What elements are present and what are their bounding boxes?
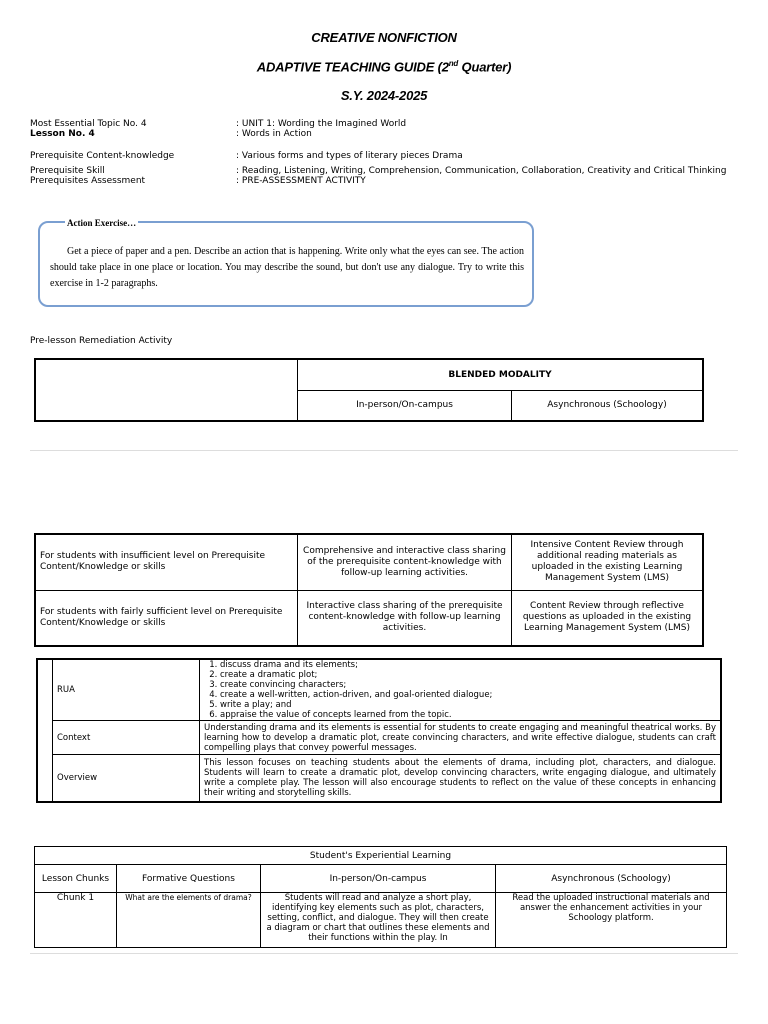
level-label: For students with fairly sufficient level on Prerequisite Content/Knowledge or skills <box>35 590 298 646</box>
table-row <box>37 721 721 755</box>
modality-empty-cell <box>35 359 298 421</box>
level-label: For students with insufficient level on Prerequisite Content/Knowledge or skills <box>35 534 298 590</box>
inperson-cell: Students will read and analyze a short play, identifying key elements such as plot, characters, setting, conflict, and dialogue. They will then create a diagram or chart that outlines these elements and their functions within the play. In <box>261 893 496 948</box>
list-item: 4. create a well-written, action-driven, and goal-oriented dialogue; <box>220 690 716 700</box>
document-title: CREATIVE NONFICTION <box>311 30 457 45</box>
level-inperson: Interactive class sharing of the prerequisite content-knowledge with follow-up learning activities. <box>298 590 512 646</box>
table-row <box>35 590 703 646</box>
rua-list <box>204 660 716 720</box>
meta-value-skill: : Reading, Listening, Writing, Comprehension, Communication, Collaboration, Creativity and Critical Thinking <box>236 166 727 176</box>
overview-text: This lesson focuses on teaching students about the elements of drama, including plot, characters, and dialogue. Students will learn to create a dramatic plot, develop convincing characters, write engaging dialogue, and ultimately write a complete play. The lesson will also encourage students to reflect on the value of these concepts in enhancing their writing and storytelling skills. <box>200 755 722 803</box>
col-header-questions: Formative Questions <box>117 865 261 893</box>
guide-title-prefix: ADAPTIVE TEACHING GUIDE (2 <box>256 59 449 75</box>
action-exercise-box <box>38 218 534 307</box>
guide-title-suffix: Quarter) <box>458 59 512 75</box>
list-item: 1. discuss drama and its elements; <box>220 660 716 670</box>
meta-label-lesson: Lesson No. 4 <box>30 129 95 139</box>
col-header-chunks: Lesson Chunks <box>35 865 117 893</box>
level-inperson: Comprehensive and interactive class sharing of the prerequisite content-knowledge with follow-up learning activities. <box>298 534 512 590</box>
meta-label-content-knowledge: Prerequisite Content-knowledge <box>30 151 175 161</box>
modality-col-async: Asynchronous (Schoology) <box>512 390 704 421</box>
action-exercise-text: Get a piece of paper and a pen. Describe an action that is happening. Write only what the eyes can see. The action should take place in one place or location. You may describe the sound, but don't use any dialogue. Try to write this exercise in 1-2 paragraphs. <box>50 246 524 289</box>
question-cell: What are the elements of drama? <box>117 893 261 948</box>
experiential-table <box>34 846 727 948</box>
meta-label-assessment: Prerequisites Assessment <box>30 176 146 186</box>
table-row <box>35 534 703 590</box>
table-row <box>37 659 721 721</box>
rua-items-cell <box>200 659 722 721</box>
table-row <box>35 847 727 865</box>
table-row <box>37 755 721 803</box>
level-async: Intensive Content Review through additional reading materials as uploaded in the existing Learning Management System (LMS) <box>512 534 704 590</box>
col-header-inperson: In-person/On-campus <box>261 865 496 893</box>
rua-label: RUA <box>53 659 200 721</box>
experiential-title: Student's Experiential Learning <box>35 847 727 865</box>
modality-col-inperson: In-person/On-campus <box>298 390 512 421</box>
modality-table <box>34 358 704 422</box>
rua-table <box>36 658 722 803</box>
page-divider-bottom <box>30 953 738 954</box>
context-text: Understanding drama and its elements is essential for students to create engaging and meaningful theatrical works. By learning how to develop a dramatic plot, create convincing characters, and write effective dialogue, students can craft compelling plays that convey powerful messages. <box>200 721 722 755</box>
list-item: 5. write a play; and <box>220 700 716 710</box>
async-cell: Read the uploaded instructional materials and answer the enhancement activities in your Schoology platform. <box>496 893 727 948</box>
page-divider <box>30 450 738 451</box>
chunk-cell: Chunk 1 <box>35 893 117 948</box>
meta-label-topic: Most Essential Topic No. 4 <box>30 119 147 129</box>
remediation-caption: Pre-lesson Remediation Activity <box>30 336 173 346</box>
modality-header: BLENDED MODALITY <box>298 359 704 390</box>
action-exercise-heading: Action Exercise… <box>67 218 137 228</box>
meta-value-assessment: : PRE-ASSESSMENT ACTIVITY <box>236 176 366 186</box>
overview-label: Overview <box>53 755 200 803</box>
meta-label-skill: Prerequisite Skill <box>30 166 105 176</box>
meta-value-topic: : UNIT 1: Wording the Imagined World <box>236 119 407 129</box>
meta-value-lesson: : Words in Action <box>236 129 312 139</box>
table-row <box>35 893 727 948</box>
list-item: 6. appraise the value of concepts learned from the topic. <box>220 710 716 720</box>
school-year: S.Y. 2024-2025 <box>340 88 428 103</box>
levels-table <box>34 533 704 647</box>
table-row <box>35 865 727 893</box>
list-item: 3. create convincing characters; <box>220 680 716 690</box>
meta-value-content-knowledge: : Various forms and types of literary pieces Drama <box>236 151 463 161</box>
col-header-async: Asynchronous (Schoology) <box>496 865 727 893</box>
level-async: Content Review through reflective questions as uploaded in the existing Learning Management System (LMS) <box>512 590 704 646</box>
rua-margin-cell <box>37 659 53 802</box>
context-label: Context <box>53 721 200 755</box>
guide-title-sup: nd <box>448 59 459 68</box>
list-item: 2. create a dramatic plot; <box>220 670 716 680</box>
action-exercise-body <box>50 244 524 292</box>
guide-title <box>0 59 768 74</box>
